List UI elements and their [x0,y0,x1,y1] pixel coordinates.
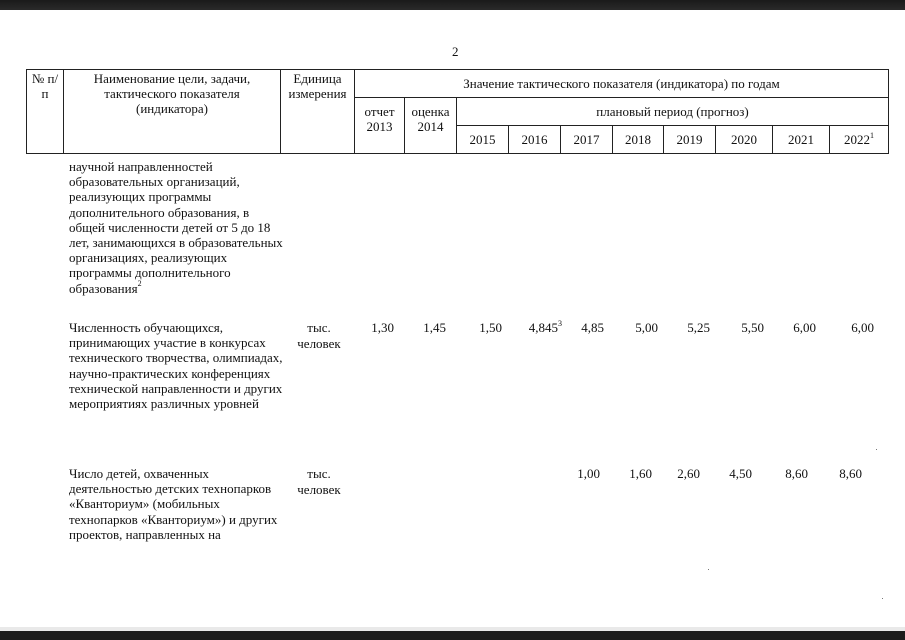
header-year-2022 [830,126,889,154]
row-3-value-2018: 1,60 [629,466,652,481]
row-2-value-2022: 6,00 [851,320,874,335]
header-report-label: отчет [364,104,395,119]
header-unit-col: Единица измерения [281,70,355,154]
row-2-value-2020: 5,50 [741,320,764,335]
header-year-2015: 2015 [457,126,509,154]
row-2-value-2016 [506,320,562,335]
header-number-col: № п/п [27,70,64,154]
header-plan-period: плановый период (прогноз) [457,98,889,126]
header-estimate-2014 [405,98,457,154]
header-estimate-year: 2014 [417,119,444,134]
header-estimate-label: оценка [411,104,450,119]
header-year-2019: 2019 [664,126,716,154]
scan-speck [708,569,709,570]
scan-edge-top [0,0,905,10]
row-3-value-2019: 2,60 [677,466,700,481]
header-report-year: 2013 [366,119,393,134]
row-1-name [69,159,284,296]
footnote-mark-2: 2 [137,279,142,289]
header-name-col: Наименование цели, задачи, тактического показателя (индикатора) [64,70,281,154]
row-2-value-2013: 1,30 [371,320,394,335]
header-report-2013 [355,98,405,154]
row-3-unit: тыс. человек [297,466,341,497]
header-year-2022-text: 2022 [844,132,871,147]
page-number: 2 [452,44,459,59]
row-3-value-2017: 1,00 [577,466,600,481]
row-2-unit: тыс. человек [297,320,341,351]
row-3-value-2020: 4,50 [729,466,752,481]
row-2-value-2021: 6,00 [793,320,816,335]
row-2-value-2018: 5,00 [635,320,658,335]
header-year-2020: 2020 [716,126,773,154]
scan-edge-bottom [0,627,905,640]
row-2-value-2019: 5,25 [687,320,710,335]
row-3-value-2021: 8,60 [785,466,808,481]
scan-speck [876,449,877,450]
header-year-2017: 2017 [561,126,613,154]
row-2-value-2016-text: 4,845 [528,320,558,335]
row-3-name: Число детей, охваченных деятельностью детских технопарков «Кванториум» (мобильных технопарков «Кванториум») и других проектов, направленных на [69,466,278,542]
row-3-value-2022: 8,60 [839,466,862,481]
header-values-group: Значение тактического показателя (индикатора) по годам [355,70,889,98]
row-2-value-2014: 1,45 [423,320,446,335]
row-1-name-text: научной направленностей образовательных организаций, реализующих программы дополнительного образования, в общей численности детей от 5 до 18 лет, занимающихся в образовательных организациях, реализующих программы дополнительного образования [69,159,283,296]
header-year-2016: 2016 [509,126,561,154]
header-year-2018: 2018 [613,126,664,154]
footnote-mark-3: 3 [558,318,562,328]
indicator-table-header [26,69,889,154]
header-year-2021: 2021 [773,126,830,154]
row-2-value-2017: 4,85 [581,320,604,335]
row-2-name: Численность обучающихся, принимающих участие в конкурсах технического творчества, олимпиадах, научно-практических конференциях технической направленности и других мероприятиях различных уровней [69,320,283,412]
footnote-mark-1: 1 [870,130,875,140]
scan-speck [882,598,883,599]
row-2-value-2015: 1,50 [479,320,502,335]
